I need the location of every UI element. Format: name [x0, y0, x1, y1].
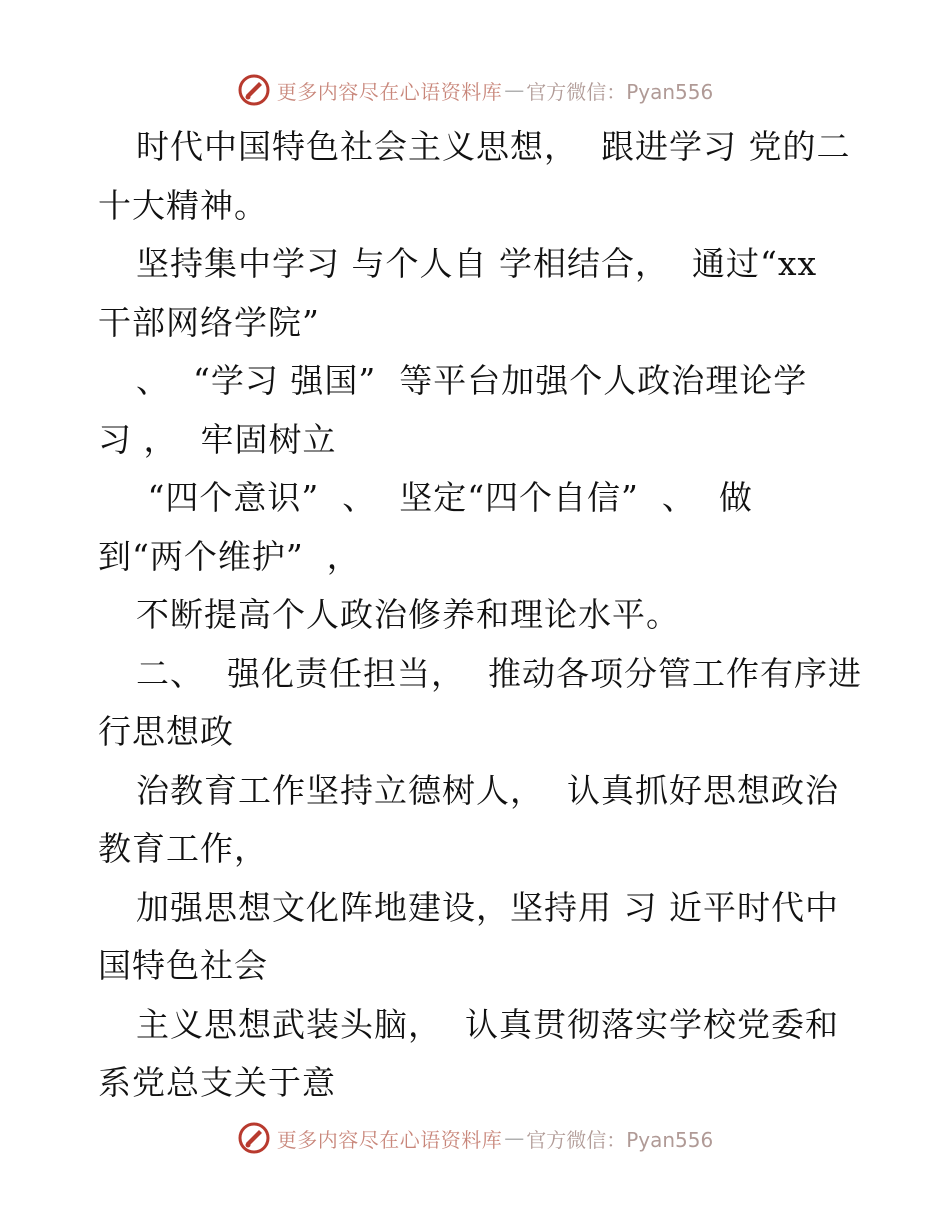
body-line: 系党总支关于意 [98, 1063, 336, 1102]
body-line: 主义思想武装头脑， 认真贯彻落实学校党委和 [136, 1004, 839, 1044]
footer-banner [0, 1118, 950, 1158]
banner-wechat: 官方微信：Pyan556 [526, 1127, 714, 1152]
banner-title: 更多内容尽在心语资料库 [276, 1127, 503, 1152]
document-body [98, 118, 862, 1113]
banner-wechat: 官方微信：Pyan556 [526, 79, 714, 104]
brand-logo-icon [237, 73, 271, 107]
body-line: 习 ， 牢固树立 [98, 419, 337, 459]
banner-dash: — [504, 78, 525, 102]
body-line: 、 “学习 强国” 等平台加强个人政治理论学 [136, 361, 808, 400]
body-line: 坚持集中学习 与个人自 学相结合， 通过“xx [136, 244, 818, 283]
body-line: 行思想政 [98, 712, 234, 751]
body-line: 国特色社会 [98, 946, 268, 985]
body-line: 二、 强化责任担当， 推动各项分管工作有序进 [136, 653, 862, 693]
body-line: 不断提高个人政治修养和理论水平。 [136, 595, 680, 634]
header-banner [0, 70, 950, 110]
body-line: 到“两个维护” ， [98, 536, 361, 576]
body-line: “四个意识” 、 坚定“四个自信” 、 做 [136, 478, 753, 517]
banner-title: 更多内容尽在心语资料库 [276, 79, 503, 104]
body-line: 十大精神。 [98, 185, 268, 225]
body-line: 干部网络学院” [98, 302, 320, 342]
body-line: 教育工作， [98, 829, 268, 868]
body-line: 时代中国特色社会主义思想， 跟进学习 党的二 [136, 127, 851, 166]
brand-logo-icon [237, 1121, 271, 1155]
body-line: 加强思想文化阵地建设，坚持用 习 近平时代中 [136, 887, 839, 927]
banner-dash: — [504, 1126, 525, 1150]
body-line: 治教育工作坚持立德树人， 认真抓好思想政治 [136, 770, 839, 810]
